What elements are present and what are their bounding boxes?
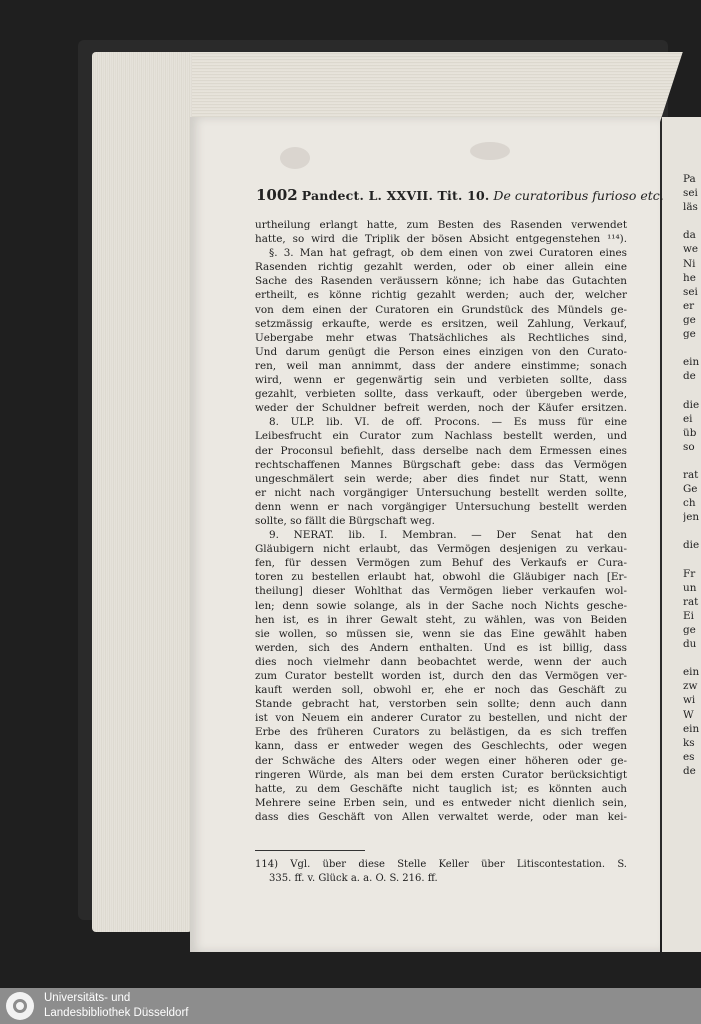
library-footer xyxy=(0,988,701,1024)
facing-page-fragment: de xyxy=(683,764,696,777)
page-edges-side xyxy=(92,52,192,932)
stain xyxy=(280,147,310,169)
header-subtitle: De curatoribus furioso etc. xyxy=(493,188,664,203)
facing-page-fragment: W xyxy=(683,708,694,721)
text-line: Und darum genügt die Person eines einzigen von den Curato- xyxy=(255,345,627,358)
footnote-rule xyxy=(255,850,365,851)
facing-page-fragment: Ge xyxy=(683,483,698,496)
text-line: Stande gebracht hat, verstorben sein sollte; denn auch dann xyxy=(255,698,627,711)
text-line: setzmässig erkaufte, werde es ersitzen, weil Zahlung, Verkauf, xyxy=(255,317,627,330)
facing-page-fragment: ein xyxy=(683,722,700,735)
text-line: Sache des Rasenden veräussern könne; ich habe das Gutachten xyxy=(255,275,627,288)
facing-page-fragment: es xyxy=(683,750,695,763)
facing-page-fragment: ein xyxy=(683,666,700,679)
facing-page-fragment: ks xyxy=(683,736,695,749)
facing-page-fragment: ein xyxy=(683,356,700,369)
facing-page-fragment: ei xyxy=(683,412,693,425)
facing-page-fragment xyxy=(683,454,701,468)
facing-page-fragment: ge xyxy=(683,624,696,636)
facing-page-fragment xyxy=(683,524,701,538)
text-line: Uebergabe mehr etwas Thatsächliches als Rechtliches sind, xyxy=(255,331,627,344)
facing-page-fragment: we xyxy=(683,243,699,256)
facing-page-fragment: läs xyxy=(683,201,698,214)
facing-page-fragment: zw xyxy=(683,680,698,693)
text-line: hen ist, es in ihrer Gewalt steht, zu wählen, was von Beiden xyxy=(255,613,627,626)
facing-page-fragment: er xyxy=(683,299,695,312)
institution-line: Universitäts- und xyxy=(44,992,131,1004)
text-line: Leibesfrucht ein Curator zum Nachlass bestellt werden, und xyxy=(255,430,627,443)
text-line: kauft werden soll, obwohl er, ehe er noch das Geschäft zu xyxy=(255,684,627,697)
facing-page-fragment: sei xyxy=(683,285,698,298)
facing-page-fragment xyxy=(683,214,701,228)
institution-name xyxy=(44,991,188,1021)
text-line: §. 3. Man hat gefragt, ob dem einen von zwei Curatoren eines xyxy=(269,247,627,260)
facing-page-fragment: du xyxy=(683,638,697,651)
text-line: werden, sich des Andern enthalten. Und es ist billig, dass xyxy=(255,641,627,654)
text-line: ren, weil man annimmt, dass der andere einstimme; sonach xyxy=(255,359,627,372)
text-line: der Proconsul befiehlt, dass derselbe nach dem Ermessen eines xyxy=(255,444,627,457)
text-line: der Schwäche des Alters oder wegen einer höheren oder ge- xyxy=(255,754,627,767)
facing-page-fragment: jen xyxy=(683,511,700,524)
text-line: ertheilt, es könne richtig gezahlt werden; auch der, welcher xyxy=(255,289,627,302)
text-line: ringeren Würde, als man bei dem ersten Curator berücksichtigt xyxy=(255,768,627,781)
page-body-text xyxy=(255,218,627,824)
text-line: kann, dass er entweder wegen des Geschlechts, oder wegen xyxy=(255,740,627,753)
header-title: Pandect. L. XXVII. Tit. 10. xyxy=(301,188,490,203)
text-line: theilung] dieser Wohlthat das Vermögen lieber verkaufen wol- xyxy=(255,585,627,598)
text-line: Rasenden richtig gezahlt werden, oder ob einer allein eine xyxy=(255,261,627,274)
facing-page-fragment: ch xyxy=(683,497,696,510)
text-line: zum Curator bestellt worden ist, durch den das Vermögen ver- xyxy=(255,670,627,682)
facing-page-fragment: he xyxy=(683,271,696,284)
text-line: weder der Schuldner befreit werden, noch der Käufer ersitzen. xyxy=(255,402,627,415)
facing-page-fragment: üb xyxy=(683,426,697,439)
text-line: hatte, so wird die Triplik der bösen Absicht entgegenstehen ¹¹⁴). xyxy=(255,233,627,246)
facing-page-fragment: un xyxy=(683,581,697,594)
text-line: gezahlt, verbieten sollte, dass verkauft, oder übergeben werde, xyxy=(255,388,627,401)
facing-page-fragment: Fr xyxy=(683,567,696,580)
facing-page-fragment: die xyxy=(683,539,700,552)
text-line: sollte, so fällt die Bürgschaft weg. xyxy=(255,514,435,527)
facing-page-fragment xyxy=(683,651,701,665)
facing-page-fragment: rat xyxy=(683,468,699,481)
text-line: Mehrere seine Erben sein, und es entweder nicht dienlich sein, xyxy=(255,796,627,809)
facing-page-fragment: sei xyxy=(683,187,698,200)
facing-page-fragment: Pa xyxy=(683,173,696,185)
text-line: 8. ULP. lib. VI. de off. Procons. — Es muss für eine xyxy=(269,416,627,429)
text-line: dies noch vielmehr dann beobachtet werde, wenn der auch xyxy=(255,655,627,668)
text-line: len; denn sowie solange, als in der Sache noch Nichts gesche- xyxy=(255,599,627,612)
facing-page-fragment: ge xyxy=(683,313,696,326)
footnote xyxy=(255,858,627,886)
text-line: ungeschmälert sein werde; aber dies findet nur Statt, wenn xyxy=(255,472,627,485)
text-line: rechtschaffenen Mannes Bürgschaft gebe: dass das Vermögen xyxy=(255,458,627,471)
facing-page-fragment: da xyxy=(683,229,696,242)
facing-page-fragment: die xyxy=(683,398,700,411)
page-number: 1002 xyxy=(256,186,298,204)
facing-page-fragment: so xyxy=(683,440,695,453)
institution-line: Landesbibliothek Düsseldorf xyxy=(44,1007,189,1019)
text-line: urtheilung erlangt hatte, zum Besten des Rasenden verwendet xyxy=(255,219,627,231)
facing-page-fragment: ge xyxy=(683,328,696,341)
facing-page-fragment xyxy=(683,341,701,355)
text-line: Erbe des früheren Curators zu belästigen, da es sich treffen xyxy=(255,726,627,739)
facing-page-fragment xyxy=(683,553,701,567)
text-line: sie wollen, so müssen sie, wenn sie das Eine gewählt haben xyxy=(255,627,627,640)
footnote-line: 335. ff. v. Glück a. a. O. S. 216. ff. xyxy=(269,873,438,884)
facing-page-fragment xyxy=(683,383,701,397)
facing-page-fragment: wi xyxy=(683,694,696,707)
facing-page-fragment: Ei xyxy=(683,609,694,622)
text-line: denn wenn er nach vorgängiger Untersuchung bestellt werden xyxy=(255,500,627,513)
text-line: von dem einen der Curatoren ein Grundstück des Mündels ge- xyxy=(255,303,627,316)
facing-page-fragment: Ni xyxy=(683,257,696,270)
stain xyxy=(470,142,510,160)
library-logo-icon xyxy=(6,992,34,1020)
text-line: Gläubigern nicht erlaubt, das Vermögen desjenigen zu verkau- xyxy=(255,543,627,556)
running-header xyxy=(256,186,664,208)
text-line: hatte, zu dem Geschäfte nicht tauglich ist; es könnten auch xyxy=(255,782,627,795)
text-line: dass dies Geschäft von Allen verwaltet werde, oder man kei- xyxy=(255,810,627,823)
facing-page-fragment: de xyxy=(683,370,696,383)
text-line: 9. NERAT. lib. I. Membran. — Der Senat hat den xyxy=(269,529,627,542)
text-line: fen, für dessen Vermögen zum Behuf des Verkaufs er Cura- xyxy=(255,557,627,570)
facing-page-text xyxy=(683,172,701,778)
text-line: ist von Neuem ein anderer Curator zu bestellen, und nicht der xyxy=(255,712,627,725)
text-line: wird, wenn er gegenwärtig sein und verbieten sollte, dass xyxy=(255,374,627,387)
text-line: toren zu bestellen erlaubt hat, obwohl die Gläubiger nach [Er- xyxy=(255,571,627,584)
footnote-line: 114) Vgl. über diese Stelle Keller über Litiscontestation. S. xyxy=(255,859,627,870)
facing-page-fragment: rat xyxy=(683,595,699,608)
text-line: er nicht nach vorgängiger Untersuchung bestellt werden sollte, xyxy=(255,486,627,499)
